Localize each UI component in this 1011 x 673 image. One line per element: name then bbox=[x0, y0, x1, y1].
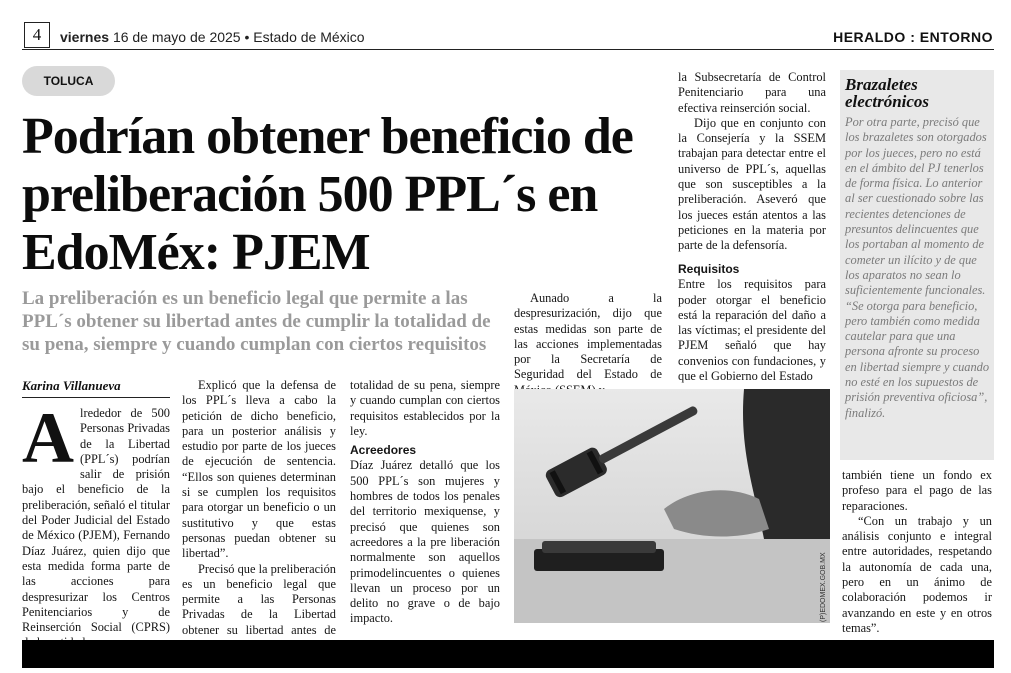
column-1-text: lrededor de 500 Personas Privadas de la Libertad (PPL´s) podrían salir de prisión bajo el beneficio de la preliberación, señaló el titular del Poder Judicial del Estado de México (PJEM), Fernando Díaz Juárez, quien dijo que esta medida forma parte de las acciones para despresurizar los Centros Penitenciarios y de Reinserción Social (CPRS) bbox=[22, 406, 170, 635]
column-5-paragraph-1: la Subsecretaría de Control Penitenciario para una efectiva reinserción social. bbox=[678, 70, 826, 115]
gavel-illustration-icon bbox=[514, 389, 830, 623]
section-tag[interactable]: TOLUCA bbox=[22, 66, 115, 96]
sidebar-body: Por otra parte, precisó que los brazaletes son otorgados por los jueces, pero no está en el ámbito del PJ tenerlos de forma física. Lo anterior al ser cuestionado sobre las recientes detenciones de presuntos delincuentes que los portaban al momento de cometer un ilícito y de que los aparatos no sean lo suficientemente funcionales. “Se otorga para beneficio, pero también como medida cautelar para que una persona afronte su proceso en libertad siempre y cuando no esté en los supuestos de prisión preventiva oficiosa”, finalizó. bbox=[845, 115, 990, 420]
article-column-5-bottom bbox=[678, 258, 826, 384]
column-6-paragraph-2: “Con un trabajo y un análisis conjunto e integral entre autoridades, respetando la autonomía de cada una, pero en un ánimo de colaboración podemos ir avanzando en este y en otros temas”. bbox=[842, 513, 992, 635]
article-column-2 bbox=[182, 378, 336, 653]
column-2-paragraph-2: Precisó que la preliberación es un beneficio legal que permite a las Personas Privadas de la Libertad obtener su libertad antes de bbox=[182, 561, 336, 637]
article-column-5-top bbox=[678, 70, 826, 254]
column-4-paragraph: Aunado a la despresurización, dijo que estas medidas son parte de las acciones implementadas por la Secretaría de Seguridad del Estado de bbox=[514, 291, 662, 382]
article-column-6 bbox=[842, 468, 992, 636]
column-6-paragraph-1: también tiene un fondo ex profeso para el pago de las reparaciones. bbox=[842, 468, 992, 513]
article-column-3 bbox=[350, 378, 500, 627]
gavel-handle bbox=[597, 405, 698, 465]
footer-bar bbox=[22, 640, 994, 668]
photo-credit: (P)EDOMEX.GOB.MX bbox=[820, 552, 827, 622]
column-3-paragraph-2: Díaz Juárez detalló que los 500 PPL´s son mujeres y hombres de todos los penales del territorio mexiquense, y precisó que quienes son acreedores a la pre liberación normalmente son aquellos primodelincuentes o quienes llevan un proceso por un delito no grave o de bajo impacto. bbox=[350, 458, 500, 626]
dateline-separator: • bbox=[244, 29, 250, 45]
article-column-1 bbox=[22, 398, 170, 651]
column-2-paragraph-1: Explicó que la defensa de los PPL´s lleva a cabo la petición de dicho beneficio, para un posterior análisis y estudio por parte de los jueces de ejecución de sentencia. “Ellos son quienes determinan si se cumplen los requisitos para otorgar un beneficio o un sustitutivo y que estas personas puedan obtener su libertad”. bbox=[182, 378, 336, 561]
dateline bbox=[60, 29, 365, 45]
article-column-4 bbox=[514, 291, 662, 398]
dateline-section: Estado de México bbox=[253, 29, 365, 45]
publication-brand: HERALDO : ENTORNO bbox=[833, 29, 993, 45]
subheading-acreedores: Acreedores bbox=[350, 443, 417, 458]
column-5-paragraph-2: Dijo que en conjunto con la Consejería y la SSEM trabajan para detectar entre el universo de PPL´s, aquellas que son susceptibles a la preliberación. Aseveró que los jueces están atentos a las peticiones en la materia por parte de la defensoría. bbox=[678, 115, 826, 253]
subheading-requisitos: Requisitos bbox=[678, 262, 740, 276]
drop-cap: A bbox=[22, 398, 74, 478]
article-byline: Karina Villanueva bbox=[22, 378, 170, 398]
article-subhead: La preliberación es un beneficio legal que permite a las PPL´s obtener su libertad antes de cumplir la totalidad de su pena, siempre y cuando cumplan con ciertos requisitos bbox=[22, 288, 491, 355]
column-5-paragraph-3: Entre los requisitos para poder otorgar el beneficio está la reparación del daño a las víctimas; el presidente del PJEM señaló que hay convenios con fundaciones, y que el Gobierno del Estado bbox=[678, 277, 826, 384]
article-headline: Podrían obtener beneficio de preliberación 500 PPL´s en EdoMéx: PJEM bbox=[22, 108, 633, 281]
page-number: 4 bbox=[24, 22, 50, 48]
dateline-day: viernes bbox=[60, 29, 110, 45]
column-3-paragraph-1: totalidad de su pena, siempre y cuando cumplan con ciertos requisitos establecidos por la ley. bbox=[350, 378, 500, 438]
sound-block-top bbox=[542, 541, 656, 553]
dateline-date: 16 de mayo de 2025 bbox=[112, 29, 241, 45]
sidebar-title: Brazaletes electrónicos bbox=[845, 75, 930, 111]
gavel-photo bbox=[514, 389, 830, 623]
hand bbox=[664, 490, 769, 536]
